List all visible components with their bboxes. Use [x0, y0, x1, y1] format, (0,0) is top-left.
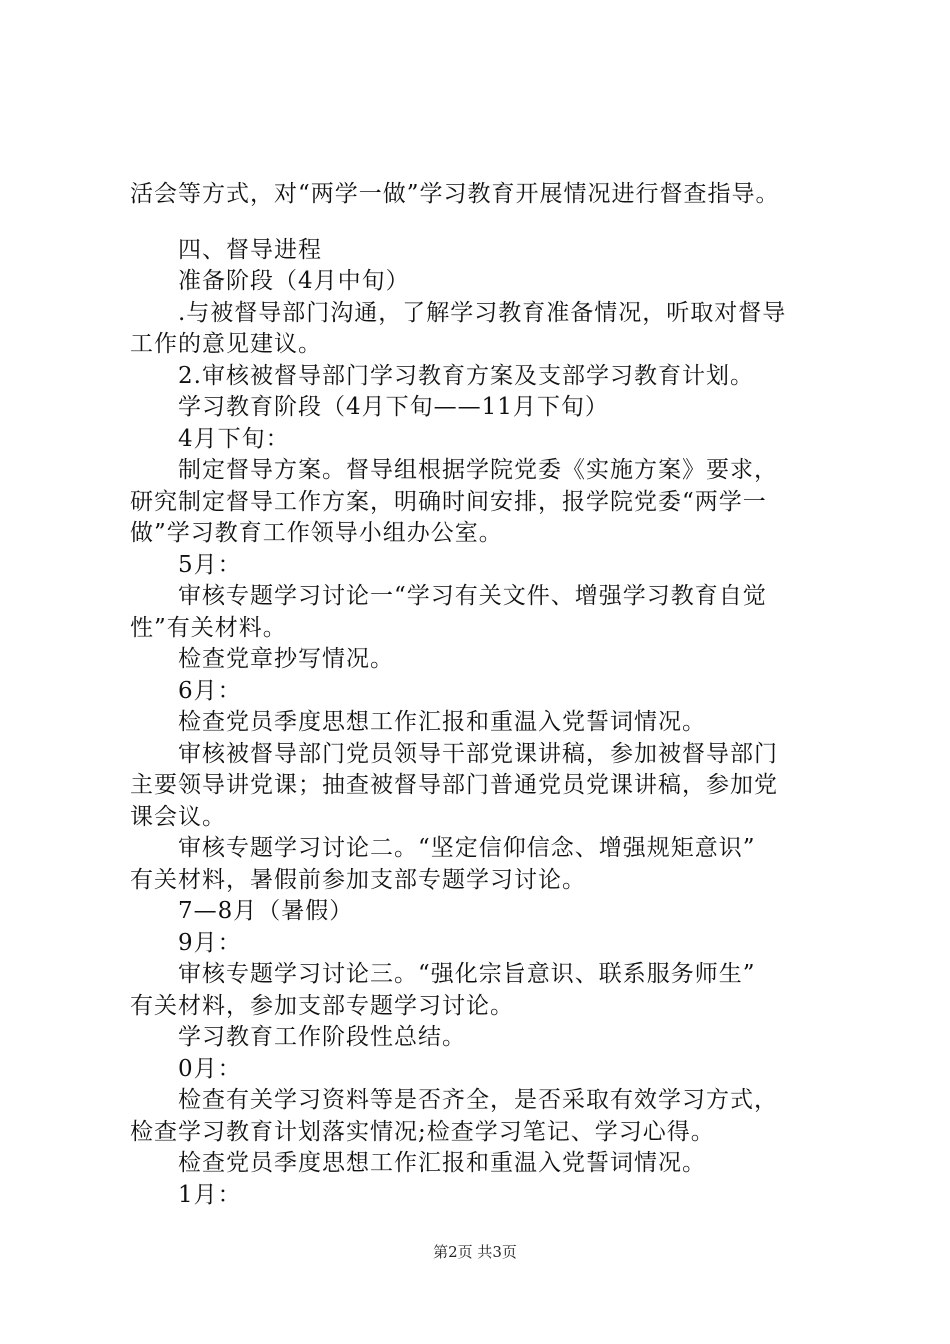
- text-line: 4月下旬：: [178, 426, 290, 452]
- text-line: 工作的意见建议。: [130, 331, 322, 357]
- text-line: 审核专题学习讨论二。“坚定信仰信念、增强规矩意识”: [178, 835, 756, 861]
- text-line: 检查党章抄写情况。: [178, 646, 394, 672]
- page-number-footer: 第2页 共3页: [433, 1243, 517, 1261]
- text-line: 学习教育阶段（4月下旬——11月下旬）: [178, 394, 609, 420]
- text-line: 制定督导方案。督导组根据学院党委《实施方案》要求，: [178, 457, 778, 483]
- section-heading: 四、督导进程: [178, 237, 322, 263]
- text-line: 研究制定督导工作方案，明确时间安排，报学院党委“两学一: [130, 489, 767, 515]
- text-line: 做”学习教育工作领导小组办公室。: [130, 520, 503, 546]
- text-line: 0月：: [178, 1056, 242, 1082]
- text-line: 审核专题学习讨论一“学习有关文件、增强学习教育自觉: [178, 583, 767, 609]
- text-line: 学习教育工作阶段性总结。: [178, 1024, 466, 1050]
- text-line: 1月：: [178, 1182, 242, 1208]
- text-line: 7—8月（暑假）: [178, 898, 354, 924]
- text-line: 有关材料，参加支部专题学习讨论。: [130, 993, 514, 1019]
- text-line: 6月：: [178, 678, 242, 704]
- text-line: 检查学习教育计划落实情况;检查学习笔记、学习心得。: [130, 1119, 715, 1145]
- text-line: 审核专题学习讨论三。“强化宗旨意识、联系服务师生”: [178, 961, 756, 987]
- text-line: 9月：: [178, 930, 242, 956]
- text-line: 检查党员季度思想工作汇报和重温入党誓词情况。: [178, 1150, 706, 1176]
- text-line: 准备阶段（4月中旬）: [178, 268, 410, 294]
- text-line: 课会议。: [130, 804, 226, 830]
- text-line: .与被督导部门沟通，了解学习教育准备情况，听取对督导: [178, 300, 787, 326]
- text-line: 2.审核被督导部门学习教育方案及支部学习教育计划。: [178, 363, 754, 389]
- text-line: 有关材料，暑假前参加支部专题学习讨论。: [130, 867, 586, 893]
- text-line: 主要领导讲党课；抽查被督导部门普通党员党课讲稿，参加党: [130, 772, 778, 798]
- text-line: 性”有关材料。: [130, 615, 287, 641]
- text-line: 活会等方式，对“两学一做”学习教育开展情况进行督查指导。: [130, 181, 780, 207]
- text-line: 检查有关学习资料等是否齐全，是否采取有效学习方式，: [178, 1087, 778, 1113]
- text-line: 审核被督导部门党员领导干部党课讲稿，参加被督导部门: [178, 741, 778, 767]
- text-line: 5月：: [178, 552, 242, 578]
- text-line: 检查党员季度思想工作汇报和重温入党誓词情况。: [178, 709, 706, 735]
